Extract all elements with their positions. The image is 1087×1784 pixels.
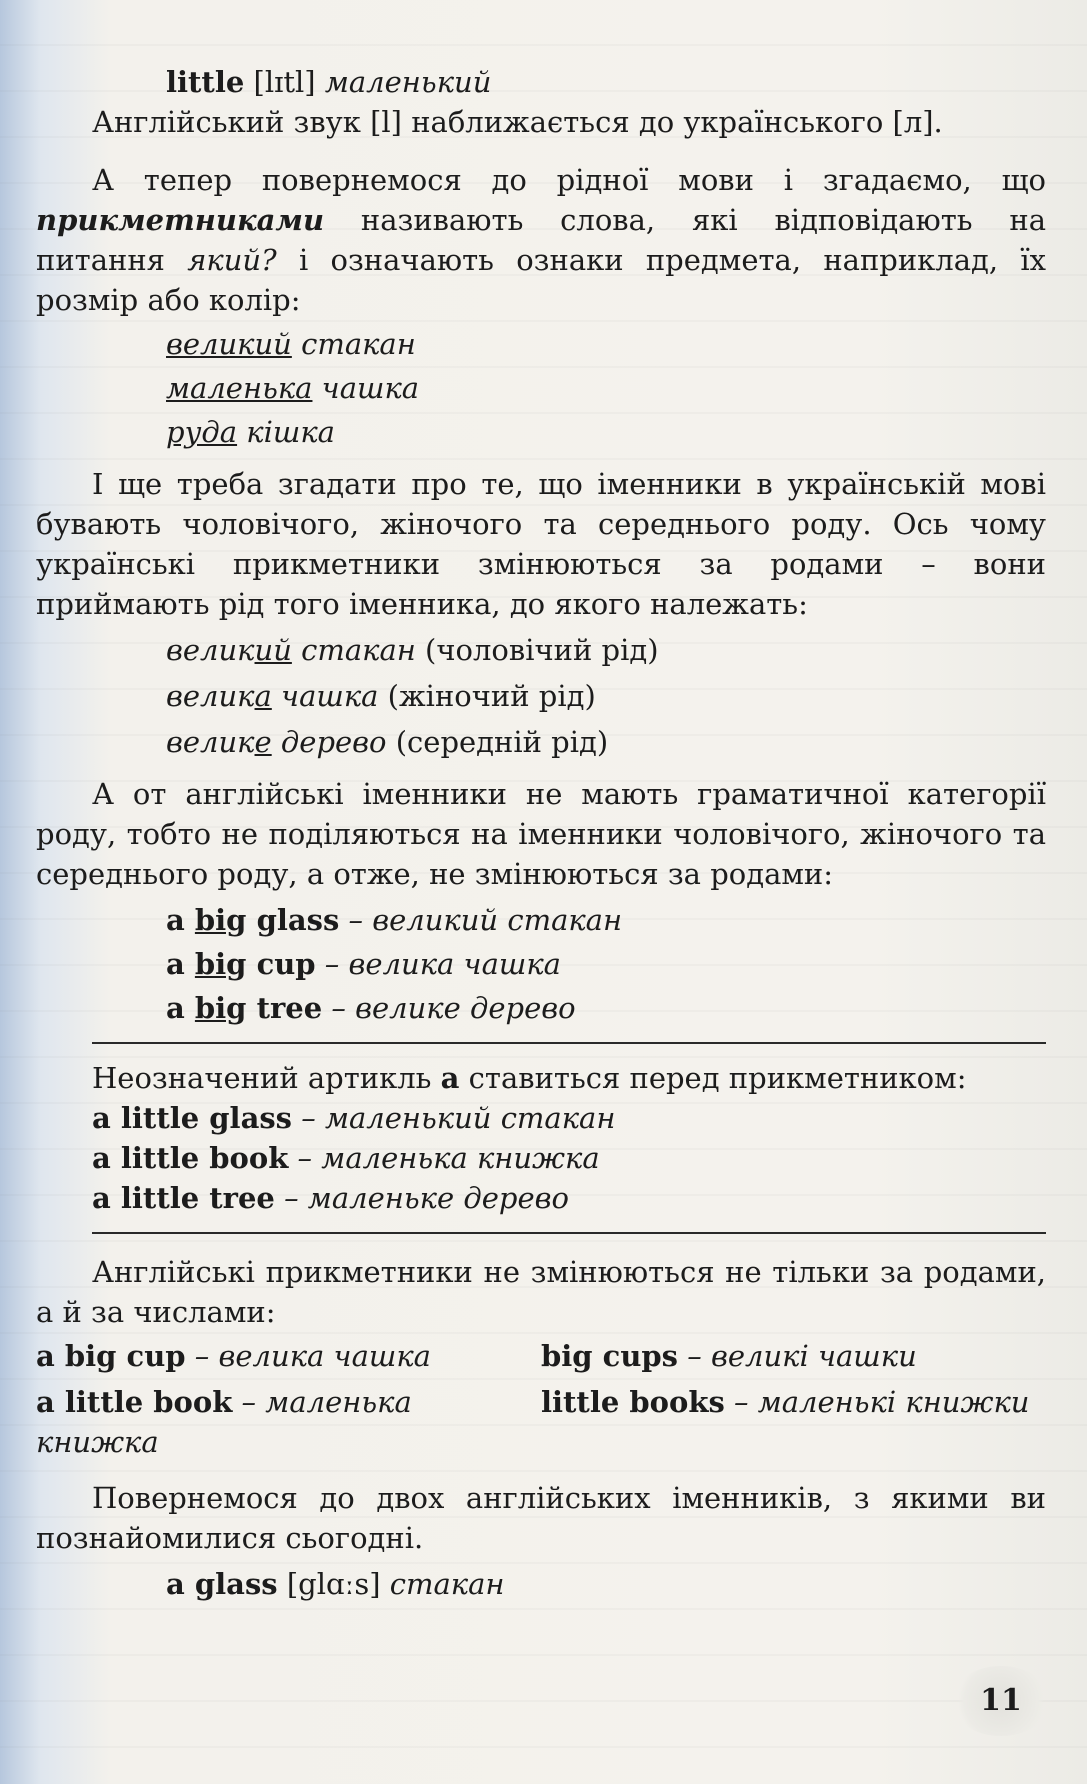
paragraph-gender: І ще треба згадати про те, що іменники в українській мові бувають чоловічого, жіночого та середнього роду. Ось чому українські прикметники змінюються за родами – вони приймають рід того іменника, до якого належать: (36, 467, 1046, 621)
examples-list-2 (36, 630, 1046, 762)
term-adjectives: прикметниками (36, 203, 325, 237)
page-content (36, 62, 1046, 1604)
rule-bottom (92, 1232, 1046, 1234)
example-line: a big cup – велика чашка (166, 947, 561, 981)
vocab-entry-glass (36, 1564, 1046, 1604)
example-line: маленька чашка (166, 371, 420, 405)
box-line: a little book – маленька книжка (92, 1141, 600, 1175)
box-line: a little tree – маленьке дерево (92, 1181, 569, 1215)
paragraph-return: Повернемося до двох англійських іменників, з якими ви познайомилися сьогодні. (36, 1481, 1046, 1555)
paragraph-number: Англійські прикметники не змінюються не тільки за родами, а й за числами: (36, 1255, 1046, 1329)
example-line: велика чашка (жіночий рід) (166, 679, 596, 713)
vocab-translation: стакан (389, 1567, 505, 1601)
paragraph-english-gender: А от англійські іменники не мають граматичної категорії роду, тобто не поділяються на іменники чоловічого, жіночого та середнього роду, а отже, не змінюються за родами: (36, 777, 1046, 891)
example-line: великий стакан (чоловічий рід) (166, 633, 659, 667)
question-word: який? (187, 243, 277, 277)
sound-note: Англійський звук [l] наближається до українського [л]. (92, 105, 943, 139)
pair-row: a little book – маленька книжка little books – маленькі книжки (36, 1385, 1030, 1459)
vocab-word: a glass (166, 1567, 278, 1601)
page-number: 11 (951, 1666, 1051, 1736)
box-intro: Неозначений артикль a ставиться перед прикметником: (92, 1061, 967, 1095)
paragraph-adjectives: А тепер повернемося до рідної мови і згадаємо, що прикметниками називають слова, які відповідають на питання який? і означають ознаки предмета, наприклад, їх розмір або колір: (36, 163, 1046, 317)
example-line: велике дерево (середній рід) (166, 725, 609, 759)
vocab-entry-little (36, 62, 1046, 102)
vocab-word: little (166, 65, 245, 99)
example-line: a big glass – великий стакан (166, 903, 623, 937)
box-line: a little glass – маленький стакан (92, 1101, 616, 1135)
pair-row: a big cup – велика чашка big cups – великі чашки (36, 1339, 917, 1373)
vocab-translation: маленький (324, 65, 492, 99)
example-line: руда кішка (166, 415, 335, 449)
rule-top (92, 1042, 1046, 1044)
vocab-transcription: [lɪtl] (253, 65, 316, 99)
examples-list-3 (36, 900, 1046, 1028)
examples-list-1 (36, 324, 1046, 452)
vocab-transcription: [glɑːs] (286, 1567, 381, 1601)
example-line: великий стакан (166, 327, 416, 361)
article-box (92, 1058, 1046, 1218)
example-line: a big tree – велике дерево (166, 991, 576, 1025)
number-pairs (36, 1336, 1046, 1462)
